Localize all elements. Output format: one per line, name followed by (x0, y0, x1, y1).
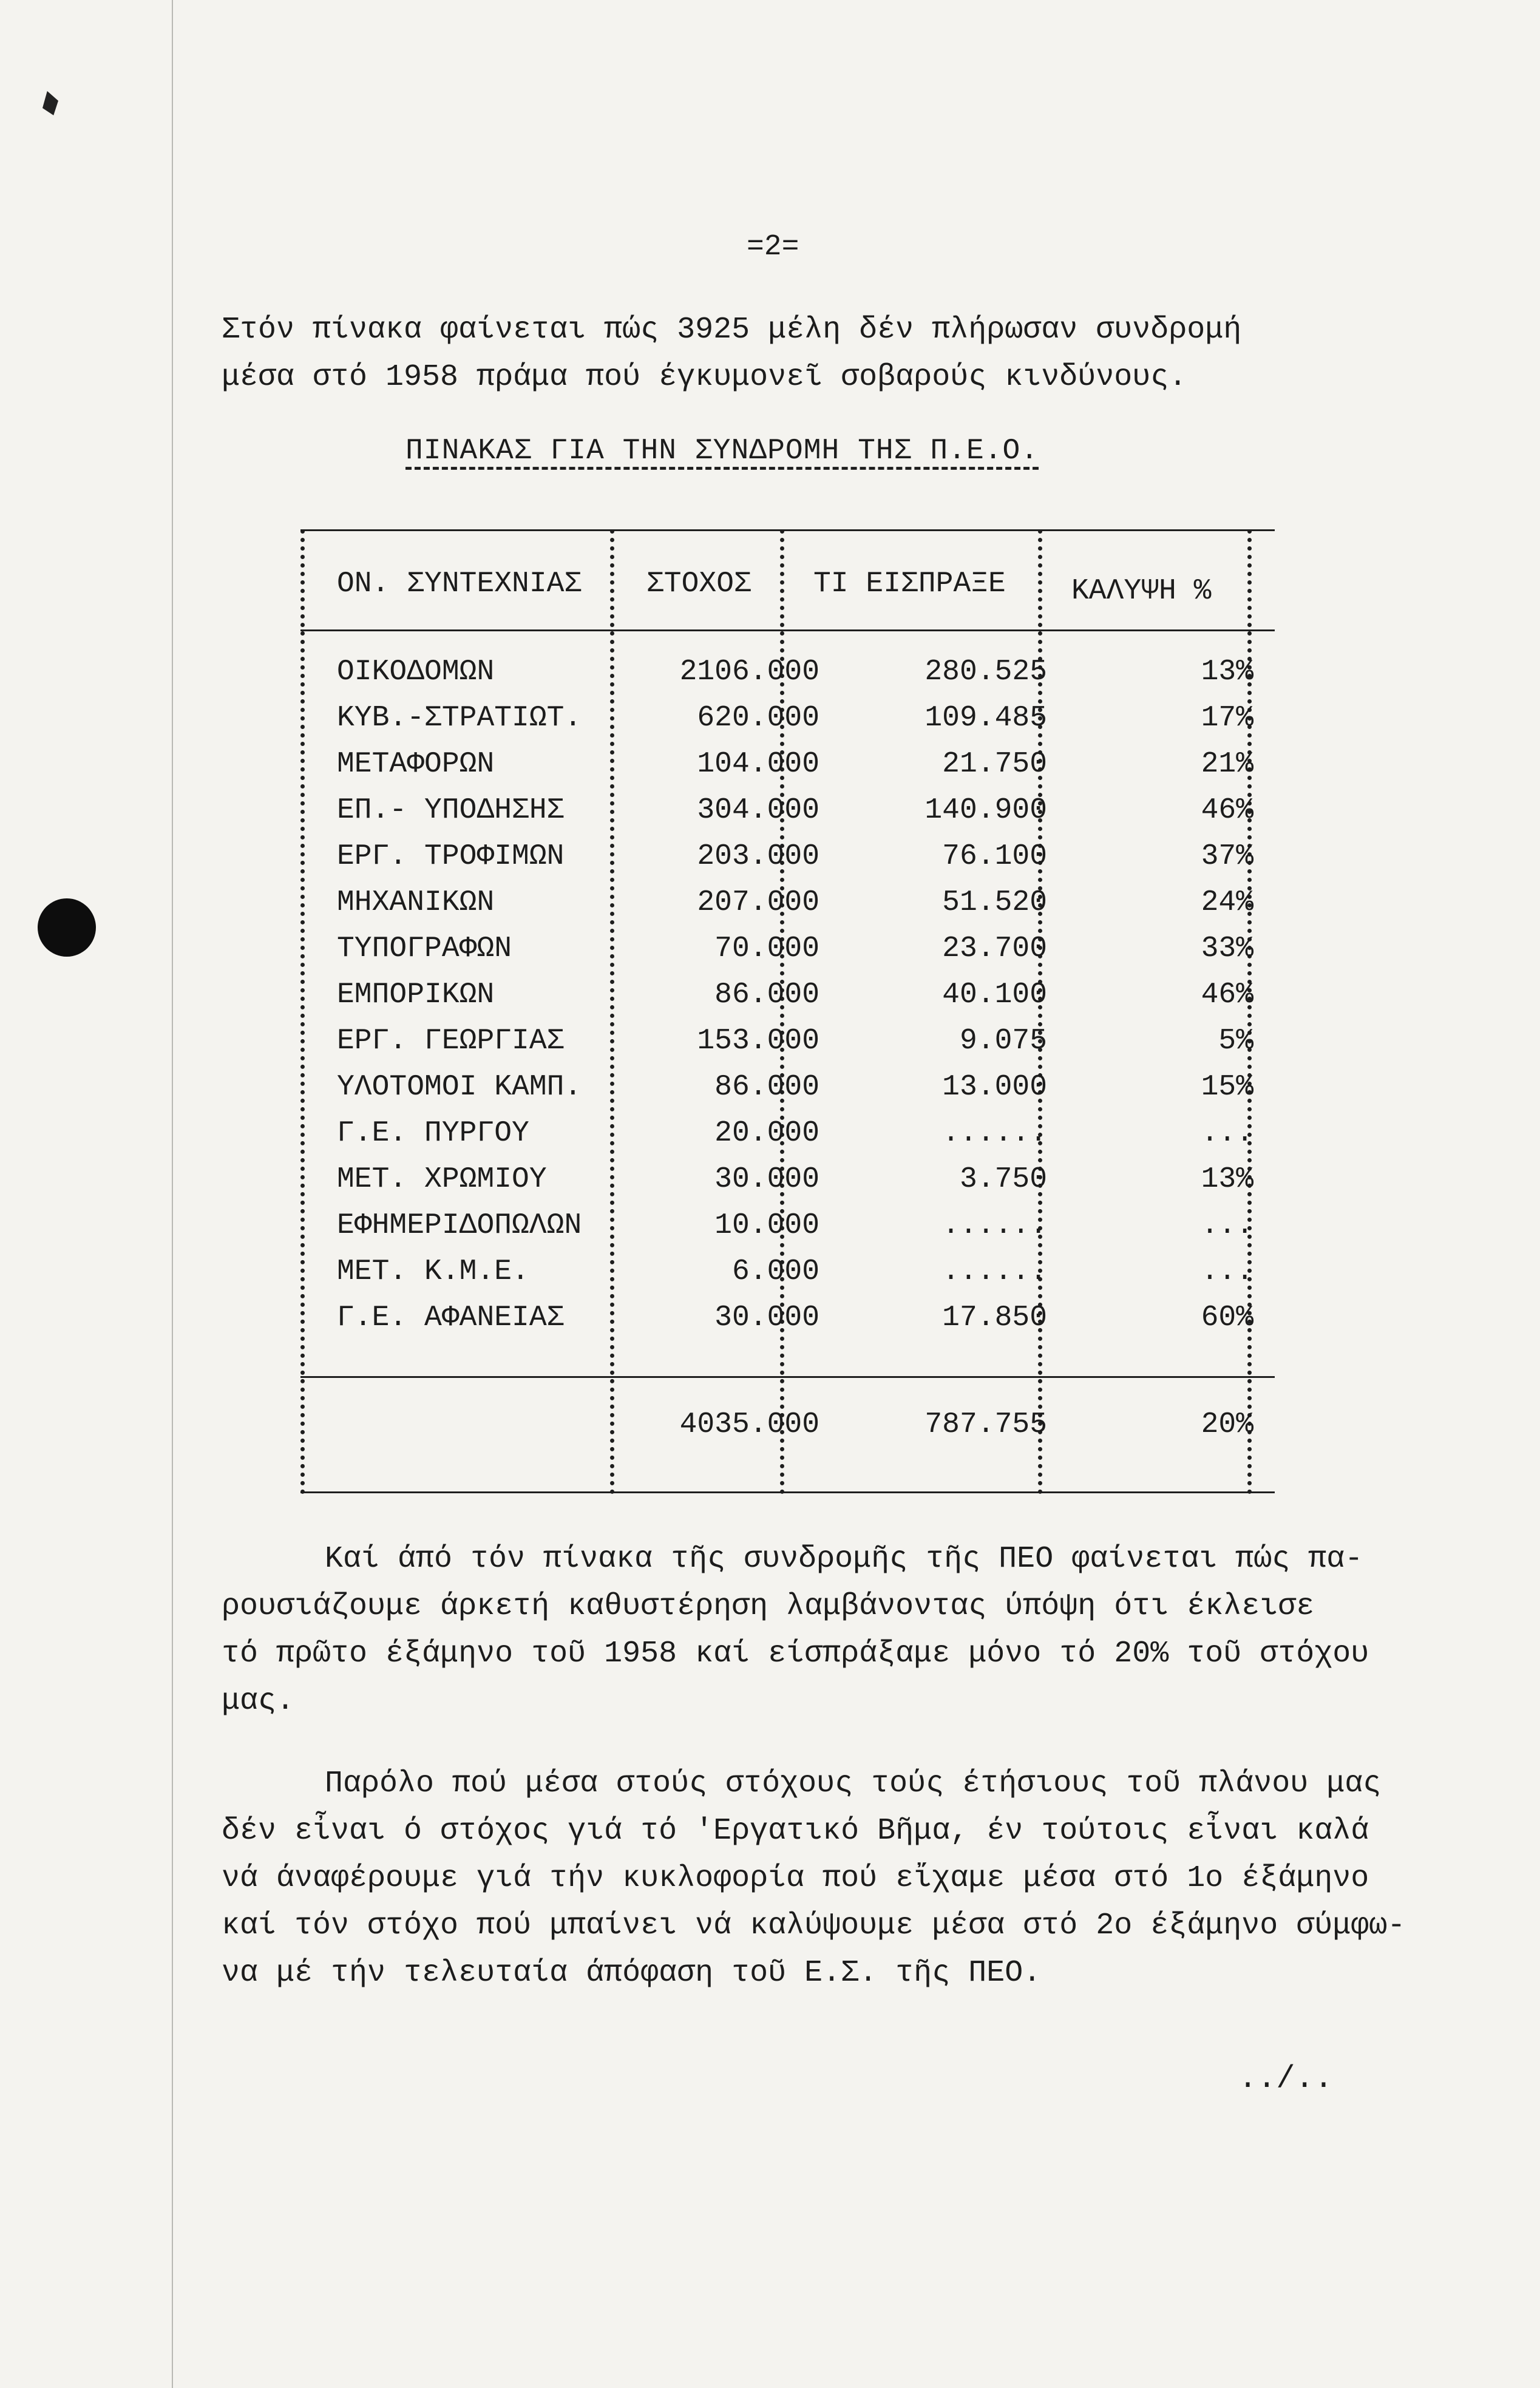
total-coverage: 20% (1201, 1408, 1253, 1441)
row-target: 20.000 (714, 1117, 819, 1150)
row-coverage: 24% (1201, 886, 1253, 919)
row-coverage: 33% (1201, 932, 1253, 965)
row-target: 70.000 (714, 932, 819, 965)
paragraph-line: νά άναφέρουμε γιά τήν κυκλοφορία πού εἴχαμε μέσα στό 1ο έξάμηνο (222, 1861, 1369, 1896)
row-name: ΕΜΠΟΡΙΚΩΝ (337, 979, 495, 1011)
row-received: 51.520 (942, 886, 1047, 919)
row-name: Γ.Ε. ΠΥΡΓΟΥ (337, 1117, 529, 1150)
row-received: 280.525 (924, 656, 1047, 688)
header-name: ΟΝ. ΣΥΝΤΕΧΝΙΑΣ (337, 568, 582, 600)
row-received: ...... (942, 1117, 1047, 1150)
row-received: 140.900 (924, 794, 1047, 827)
row-coverage: 13% (1201, 1163, 1253, 1196)
row-received: 17.850 (942, 1301, 1047, 1334)
ink-speck (42, 91, 58, 115)
paragraph-line: Στόν πίνακα φαίνεται πώς 3925 μέλη δέν πλήρωσαν συνδρομή (222, 313, 1242, 347)
paragraph-line: δέν εἶναι ό στόχος γιά τό 'Εργατικό Βῆμα, έν τούτοις εἶναι καλά (222, 1814, 1369, 1848)
row-received: 76.100 (942, 840, 1047, 873)
row-coverage: 15% (1201, 1071, 1253, 1104)
row-coverage: 17% (1201, 702, 1253, 734)
row-name: ΜΗΧΑΝΙΚΩΝ (337, 886, 495, 919)
paragraph-line: μέσα στό 1958 πράμα πού έγκυμονεῖ σοβαρούς κινδύνους. (222, 360, 1187, 395)
column-divider (300, 529, 305, 1494)
paragraph-line: Καί άπό τόν πίνακα τῆς συνδρομῆς τῆς ΠΕΟ φαίνεται πώς πα- (325, 1542, 1363, 1576)
total-received: 787.755 (924, 1408, 1047, 1441)
row-coverage: 46% (1201, 979, 1253, 1011)
row-target: 304.000 (697, 794, 819, 827)
row-coverage: 21% (1201, 748, 1253, 781)
paragraph-line: Παρόλο πού μέσα στούς στόχους τούς έτήσιους τοῦ πλάνου μας (325, 1766, 1382, 1801)
row-target: 620.000 (697, 702, 819, 734)
row-name: ΟΙΚΟΔΟΜΩΝ (337, 656, 495, 688)
row-name: ΕΦΗΜΕΡΙΔΟΠΩΛΩΝ (337, 1209, 582, 1242)
header-coverage: ΚΑΛΥΨΗ % (1071, 575, 1212, 608)
paragraph-circulation (222, 1760, 1423, 1997)
row-name: ΜΕΤ. ΧΡΩΜΙΟΥ (337, 1163, 547, 1196)
paragraph-line: τό πρῶτο έξάμηνο τοῦ 1958 καί είσπράξαμε μόνο τό 20% τοῦ στόχου (222, 1637, 1369, 1671)
row-target: 86.000 (714, 979, 819, 1011)
row-coverage: ... (1201, 1117, 1253, 1150)
row-received: 23.700 (942, 932, 1047, 965)
subscription-table (300, 529, 1275, 1494)
paragraph-line: μας. (222, 1684, 295, 1718)
page-number: =2= (747, 231, 799, 263)
row-target: 207.000 (697, 886, 819, 919)
row-name: ΚΥΒ.-ΣΤΡΑΤΙΩΤ. (337, 702, 582, 734)
row-target: 30.000 (714, 1163, 819, 1196)
row-target: 203.000 (697, 840, 819, 873)
continued-marker: ../.. (1238, 2061, 1334, 2097)
row-coverage: 37% (1201, 840, 1253, 873)
header-target: ΣΤΟΧΟΣ (646, 568, 751, 600)
row-coverage: ... (1201, 1255, 1253, 1288)
row-name: ΕΠ.- ΥΠΟΔΗΣΗΣ (337, 794, 565, 827)
row-target: 2106.000 (679, 656, 819, 688)
row-received: 13.000 (942, 1071, 1047, 1104)
row-target: 30.000 (714, 1301, 819, 1334)
intro-paragraph (222, 307, 1423, 401)
header-received: ΤΙ ΕΙΣΠΡΑΞΕ (813, 568, 1006, 600)
table-bottom-rule (300, 1491, 1275, 1493)
column-divider (610, 529, 614, 1494)
row-name: ΕΡΓ. ΤΡΟΦΙΜΩΝ (337, 840, 565, 873)
row-coverage: 60% (1201, 1301, 1253, 1334)
punch-hole (38, 898, 96, 957)
paragraph-delay (222, 1536, 1423, 1725)
row-received: 3.750 (959, 1163, 1047, 1196)
paragraph-line: ρουσιάζουμε άρκετή καθυστέρηση λαμβάνοντας ύπόψη ότι έκλεισε (222, 1589, 1315, 1624)
row-target: 153.000 (697, 1025, 819, 1057)
row-received: 109.485 (924, 702, 1047, 734)
row-name: ΜΕΤΑΦΟΡΩΝ (337, 748, 495, 781)
row-target: 86.000 (714, 1071, 819, 1104)
row-target: 10.000 (714, 1209, 819, 1242)
table-title: ΠΙΝΑΚΑΣ ΓΙΑ ΤΗΝ ΣΥΝΔΡΟΜΗ ΤΗΣ Π.Ε.Ο. (405, 435, 1039, 467)
binding-margin-line (172, 0, 173, 2388)
row-name: ΜΕΤ. Κ.Μ.Ε. (337, 1255, 529, 1288)
row-target: 104.000 (697, 748, 819, 781)
row-name: Γ.Ε. ΑΦΑΝΕΙΑΣ (337, 1301, 565, 1334)
row-received: ...... (942, 1255, 1047, 1288)
row-coverage: 5% (1218, 1025, 1253, 1057)
row-name: ΕΡΓ. ΓΕΩΡΓΙΑΣ (337, 1025, 565, 1057)
row-coverage: 46% (1201, 794, 1253, 827)
row-coverage: 13% (1201, 656, 1253, 688)
row-name: ΥΛΟΤΟΜΟΙ ΚΑΜΠ. (337, 1071, 582, 1104)
row-name: ΤΥΠΟΓΡΑΦΩΝ (337, 932, 512, 965)
paragraph-line: καί τόν στόχο πού μπαίνει νά καλύψουμε μέσα στό 2ο έξάμηνο σύμφω- (222, 1908, 1406, 1943)
row-received: 40.100 (942, 979, 1047, 1011)
row-received: 9.075 (959, 1025, 1047, 1057)
body-bottom-rule (300, 1376, 1275, 1378)
table-top-rule (300, 529, 1275, 531)
row-received: ...... (942, 1209, 1047, 1242)
row-received: 21.750 (942, 748, 1047, 781)
total-target: 4035.000 (679, 1408, 819, 1441)
header-rule (300, 629, 1275, 631)
row-target: 6.000 (731, 1255, 819, 1288)
row-coverage: ... (1201, 1209, 1253, 1242)
paragraph-line: να μέ τήν τελευταία άπόφαση τοῦ Ε.Σ. τῆς ΠΕΟ. (222, 1956, 1042, 1990)
